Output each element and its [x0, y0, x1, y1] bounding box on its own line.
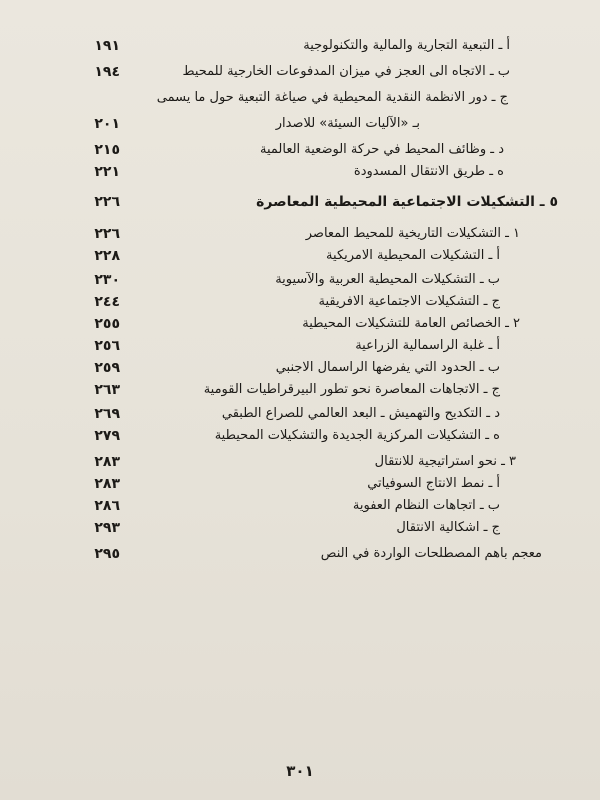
toc-entry-title: د ـ وظائف المحيط في حركة الوضعية العالمية — [259, 142, 504, 157]
toc-entry-title: أ ـ التبعية التجارية والمالية والتكنولوجية — [303, 38, 510, 53]
toc-entry-page: ٢٤٤ — [94, 294, 120, 310]
toc-entry-title: ب ـ التشكيلات المحيطية العربية والآسيوية — [275, 272, 500, 287]
toc-entry — [0, 336, 600, 356]
toc-entry-title: ج ـ دور الانظمة النقدية المحيطية في صياغة التبعية حول ما يسمى — [156, 90, 508, 105]
toc-entry — [0, 114, 600, 134]
toc-entry-page: ٢٥٩ — [94, 360, 120, 376]
toc-entry — [0, 314, 600, 334]
toc-entry — [0, 404, 600, 424]
toc-entry-page: ٢٩٣ — [94, 520, 120, 536]
toc-entry — [0, 246, 600, 266]
toc-entry-page: ٢٥٦ — [94, 338, 120, 354]
toc-entry-title: ب ـ الحدود التي يفرضها الراسمال الاجنبي — [275, 360, 500, 375]
toc-entry — [0, 518, 600, 538]
toc-entry-page: ٢٦٩ — [94, 406, 120, 422]
toc-entry — [0, 62, 600, 82]
toc-entry-page: ٢٧٩ — [94, 428, 120, 444]
toc-entry-page: ٢١٥ — [94, 142, 120, 158]
toc-entry-title: ج ـ اشكالية الانتقال — [396, 520, 500, 535]
toc-entry-title: ج ـ التشكيلات الاجتماعية الافريقية — [318, 294, 500, 309]
toc-entry-title: ١ ـ التشكيلات التاريخية للمحيط المعاصر — [305, 226, 520, 241]
toc-entry — [0, 426, 600, 446]
toc-entry-page: ٢٢٦ — [94, 226, 120, 242]
toc-entry-title: أ ـ التشكيلات المحيطية الامريكية — [326, 248, 500, 263]
toc-entry — [0, 496, 600, 516]
toc-entry-title: أ ـ نمط الانتاج السوفياتي — [367, 476, 500, 491]
toc-entry-page: ١٩١ — [94, 38, 120, 54]
toc-entry-title: ٥ ـ التشكيلات الاجتماعية المحيطية المعاصرة — [256, 194, 558, 210]
toc-entry-title: بـ «الآليات السيئة» للاصدار — [275, 116, 420, 131]
toc-entry — [0, 224, 600, 244]
toc-entry-title: ٣ ـ نحو استراتيجية للانتقال — [374, 454, 516, 469]
toc-entry — [0, 358, 600, 378]
toc-entry-title: ب ـ الاتجاه الى العجز في ميزان المدفوعات الخارجية للمحيط — [182, 64, 510, 79]
toc-entry-title: أ ـ غلبة الراسمالية الزراعية — [355, 338, 500, 353]
page-number: ٣٠١ — [286, 762, 314, 780]
toc-entry-page: ٢٨٦ — [94, 498, 120, 514]
toc-entry-page: ٢٢٨ — [94, 248, 120, 264]
toc-entry-title: معجم باهم المصطلحات الواردة في النص — [320, 546, 542, 561]
toc-entry-title: ٢ ـ الخصائص العامة للتشكيلات المحيطية — [302, 316, 520, 331]
toc-entry-page: ٢٥٥ — [94, 316, 120, 332]
toc-entry-page: ٢٦٣ — [94, 382, 120, 398]
toc-entry-page: ٢٨٣ — [94, 454, 120, 470]
toc-entry-title: ج ـ الاتجاهات المعاصرة نحو تطور البيرقراطيات القومية — [203, 382, 500, 397]
toc-entry-page: ٢٢٦ — [94, 194, 120, 210]
toc-entry-page: ٢٠١ — [94, 116, 120, 132]
toc-entry-title: د ـ التكديح والتهميش ـ البعد العالمي للصراع الطبقي — [221, 406, 500, 421]
toc-entry-page: ٢٩٥ — [94, 546, 120, 562]
toc-entry — [0, 380, 600, 400]
toc-entry-page: ٢٣٠ — [94, 272, 120, 288]
toc-entry-title: ب ـ اتجاهات النظام العفوية — [352, 498, 500, 513]
toc-entry — [0, 270, 600, 290]
toc-entry-page: ٢٨٣ — [94, 476, 120, 492]
toc-entry — [0, 474, 600, 494]
toc-entry — [0, 292, 600, 312]
toc-entry — [0, 140, 600, 160]
toc-entry — [0, 88, 600, 108]
toc-entry-title: ه ـ التشكيلات المركزية الجديدة والتشكيلات المحيطية — [214, 428, 500, 443]
toc-entry — [0, 544, 600, 564]
toc-entry — [0, 36, 600, 56]
toc-section-heading — [0, 192, 600, 212]
toc-entry-title: ه ـ طريق الانتقال المسدودة — [353, 164, 504, 179]
toc-entry-page: ٢٢١ — [94, 164, 120, 180]
toc-entry-page: ١٩٤ — [94, 64, 120, 80]
toc-entry — [0, 452, 600, 472]
toc-entry — [0, 162, 600, 182]
